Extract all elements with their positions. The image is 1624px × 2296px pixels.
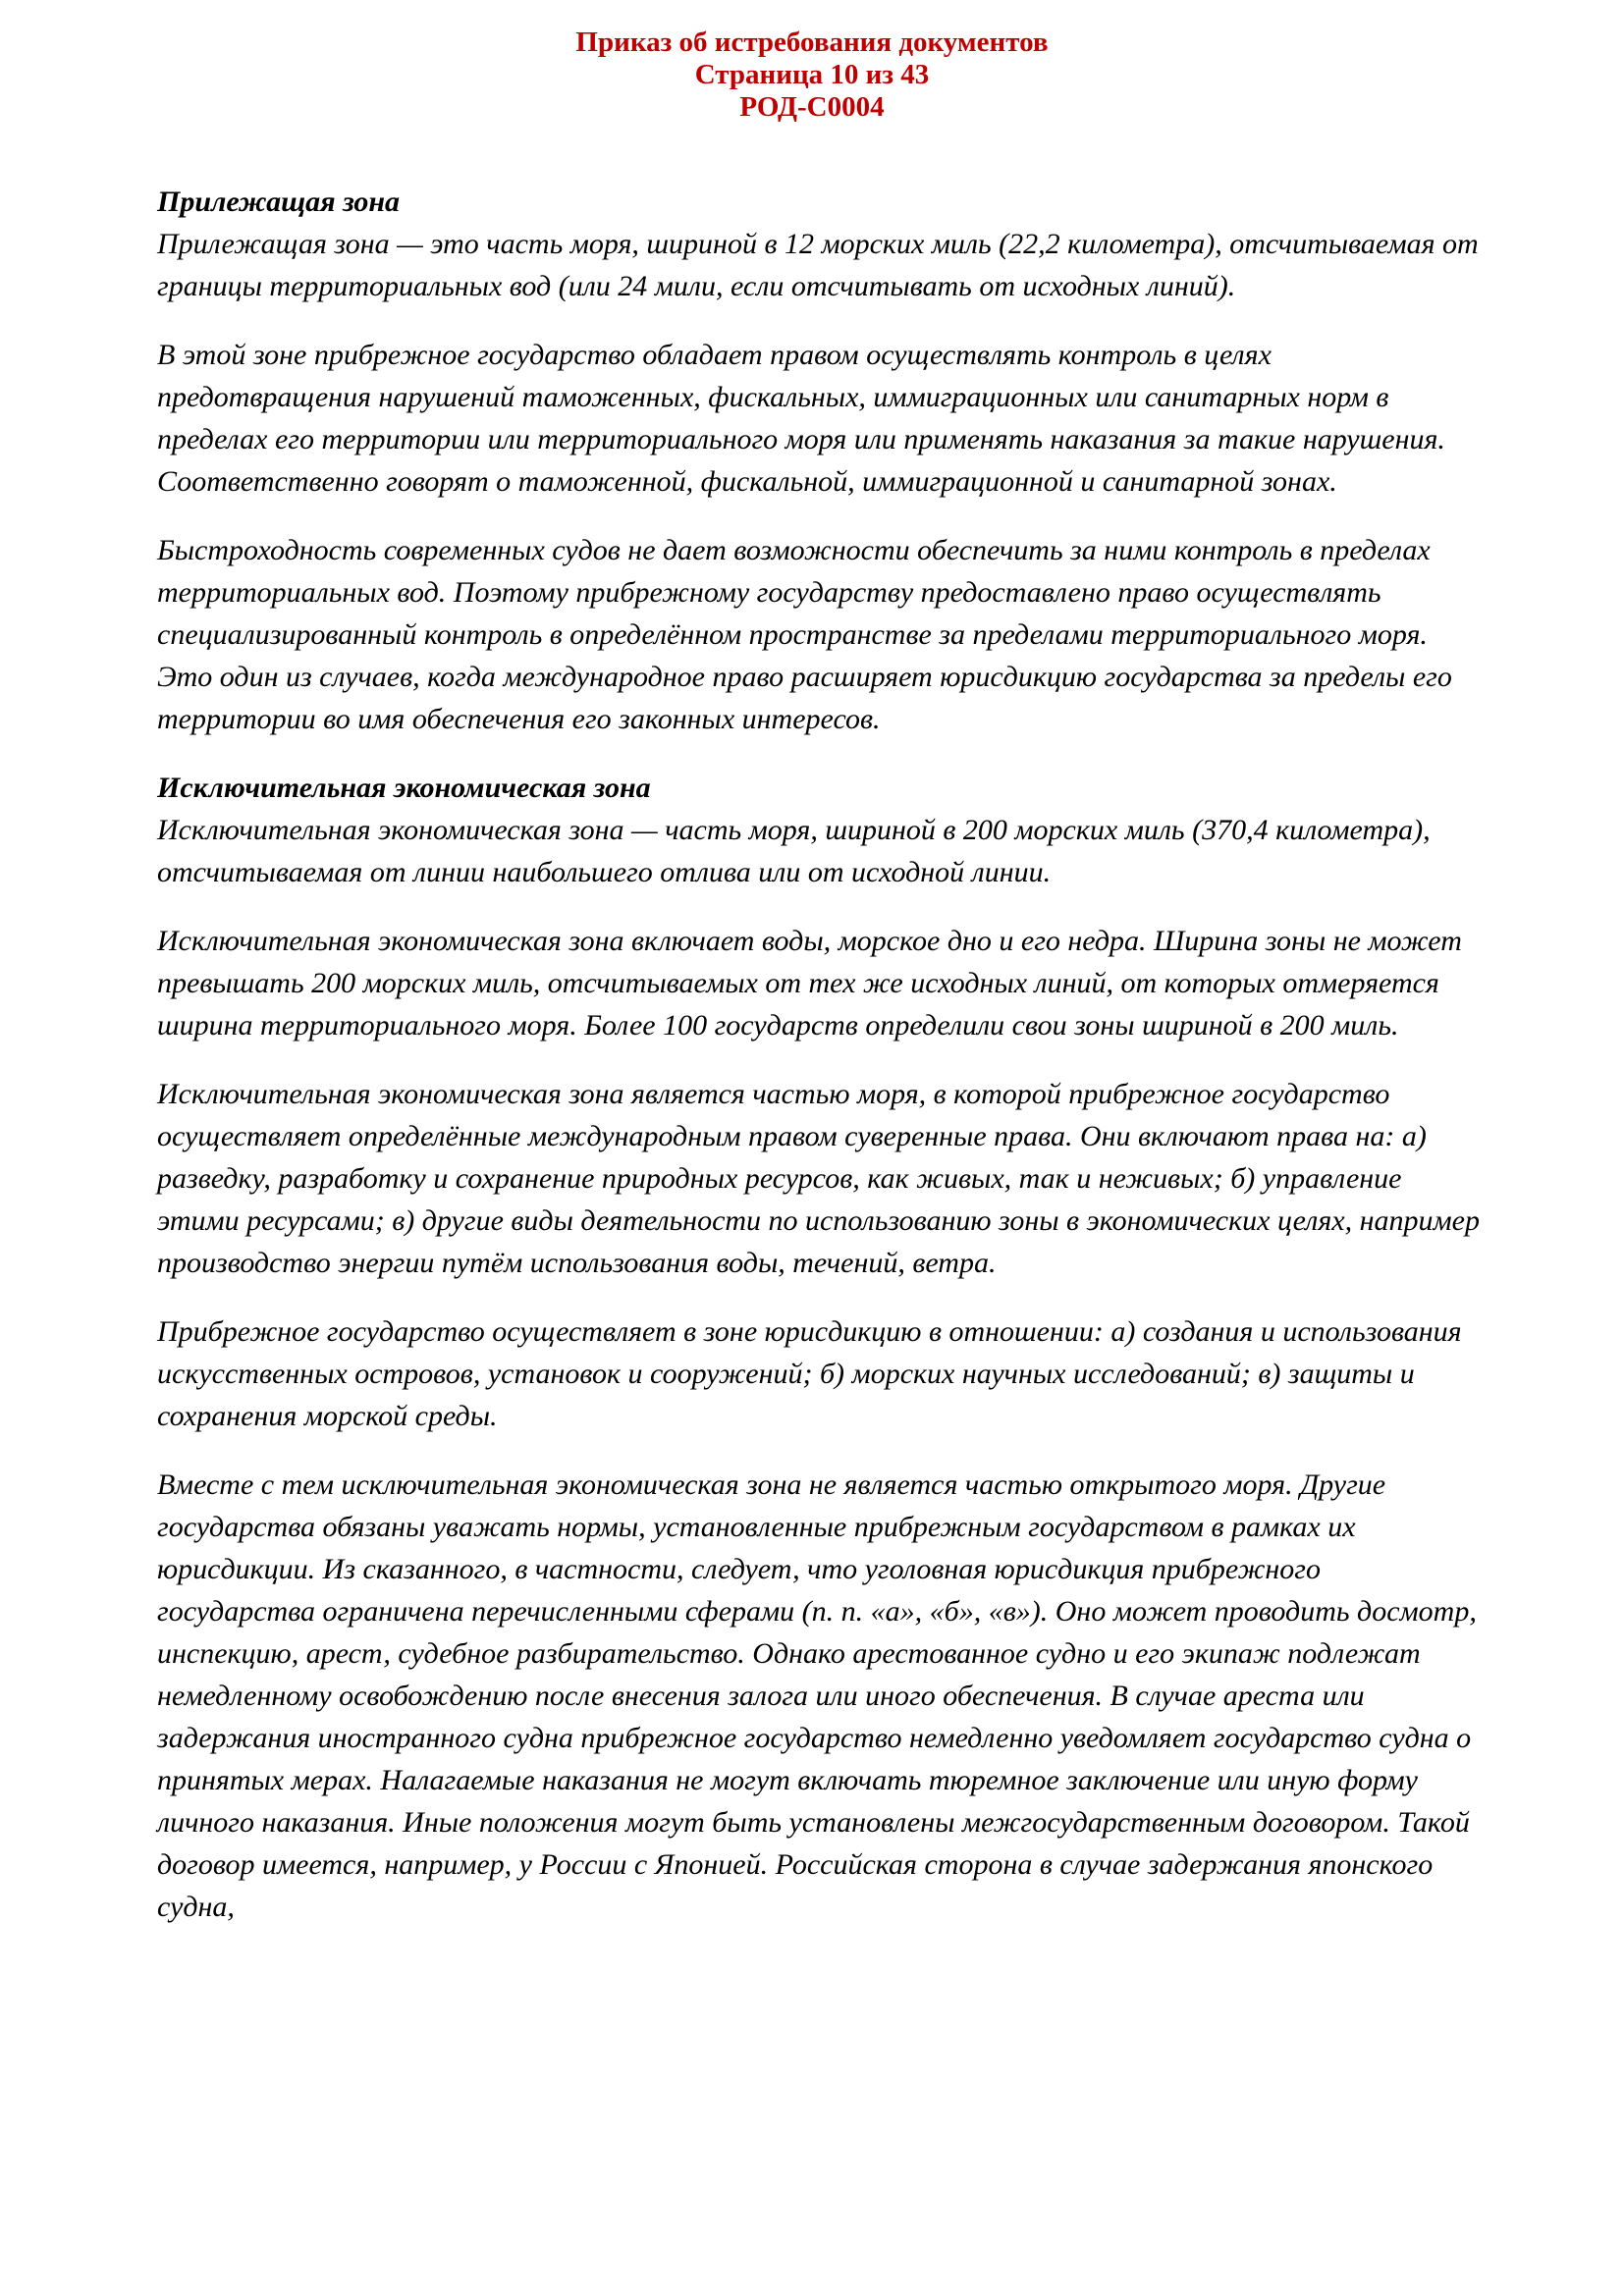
document-title: Приказ об истребования документов [575,27,1049,58]
page-number-indicator: Страница 10 из 43 [694,59,930,90]
paragraph: Исключительная экономическая зона — часть моря, шириной в 200 морских миль (370,4 километра), отсчитываемая от линии наибольшего отлива или от исходной линии. [157,814,1431,888]
paragraph: В этой зоне прибрежное государство обладает правом осуществлять контроль в целях предотвращения нарушений таможенных, фискальных, иммиграционных или санитарных норм в пределах его территории или территориального моря или применять наказания за такие нарушения. Соответственно говорят о таможенной, фискальной, иммиграционной и санитарной зонах. [157,339,1445,498]
paragraph: Исключительная экономическая зона включает воды, морское дно и его недра. Ширина зоны не может превышать 200 морских миль, отсчитываемых от тех же исходных линий, от которых отмеряется ширина территориального моря. Более 100 государств определили свои зоны шириной в 200 миль. [157,925,1462,1041]
section-heading: Исключительная экономическая зона [157,772,651,804]
document-body [157,181,1483,1928]
document-code: РОД-С0004 [739,91,885,123]
paragraph: Вместе с тем исключительная экономическая зона не является частью открытого моря. Другие государства обязаны уважать нормы, установленные прибрежным государством в рамках их юрисдикции. Из сказанного, в частности, следует, что уголовная юрисдикция прибрежного государства ограничена перечисленными сферами (п. п. «а», «б», «в»). Оно может проводить досмотр, инспекцию, арест, судебное разбирательство. Однако арестованное судно и его экипаж подлежат немедленному освобождению после внесения залога или иного обеспечения. В случае ареста или задержания иностранного судна прибрежное государство немедленно уведомляет государство судна о принятых мерах. Налагаемые наказания не могут включать тюремное заключение или иную форму личного наказания. Иные положения могут быть установлены межгосударственным договором. Такой договор имеется, например, у России с Японией. Российская сторона в случае задержания японского судна, [157,1468,1477,1923]
paragraph: Быстроходность современных судов не дает возможности обеспечить за ними контроль в пределах территориальных вод. Поэтому прибрежному государству предоставлено право осуществлять специализированный контроль в определённом пространстве за пределами территориального моря. Это один из случаев, когда международное право расширяет юрисдикцию государства за пределы его территории во имя обеспечения его законных интересов. [157,534,1452,735]
paragraph: Прибрежное государство осуществляет в зоне юрисдикцию в отношении: а) создания и использования искусственных островов, установок и сооружений; б) морских научных исследований; в) защиты и сохранения морской среды. [157,1315,1462,1432]
section-heading: Прилежащая зона [157,186,401,218]
paragraph: Исключительная экономическая зона является частью моря, в которой прибрежное государство осуществляет определённые международным правом суверенные права. Они включают права на: а) разведку, разработку и сохранение природных ресурсов, как живых, так и неживых; б) управление этими ресурсами; в) другие виды деятельности по использованию зоны в экономических целях, например производство энергии путём использования воды, течений, ветра. [157,1078,1480,1279]
document-header [0,0,1624,124]
section-exclusive-economic-zone [157,767,1483,1928]
section-adjacent-zone [157,181,1483,740]
paragraph: Прилежащая зона — это часть моря, шириной в 12 морских миль (22,2 километра), отсчитываемая от границы территориальных вод (или 24 мили, если отсчитывать от исходных линий). [157,228,1479,302]
